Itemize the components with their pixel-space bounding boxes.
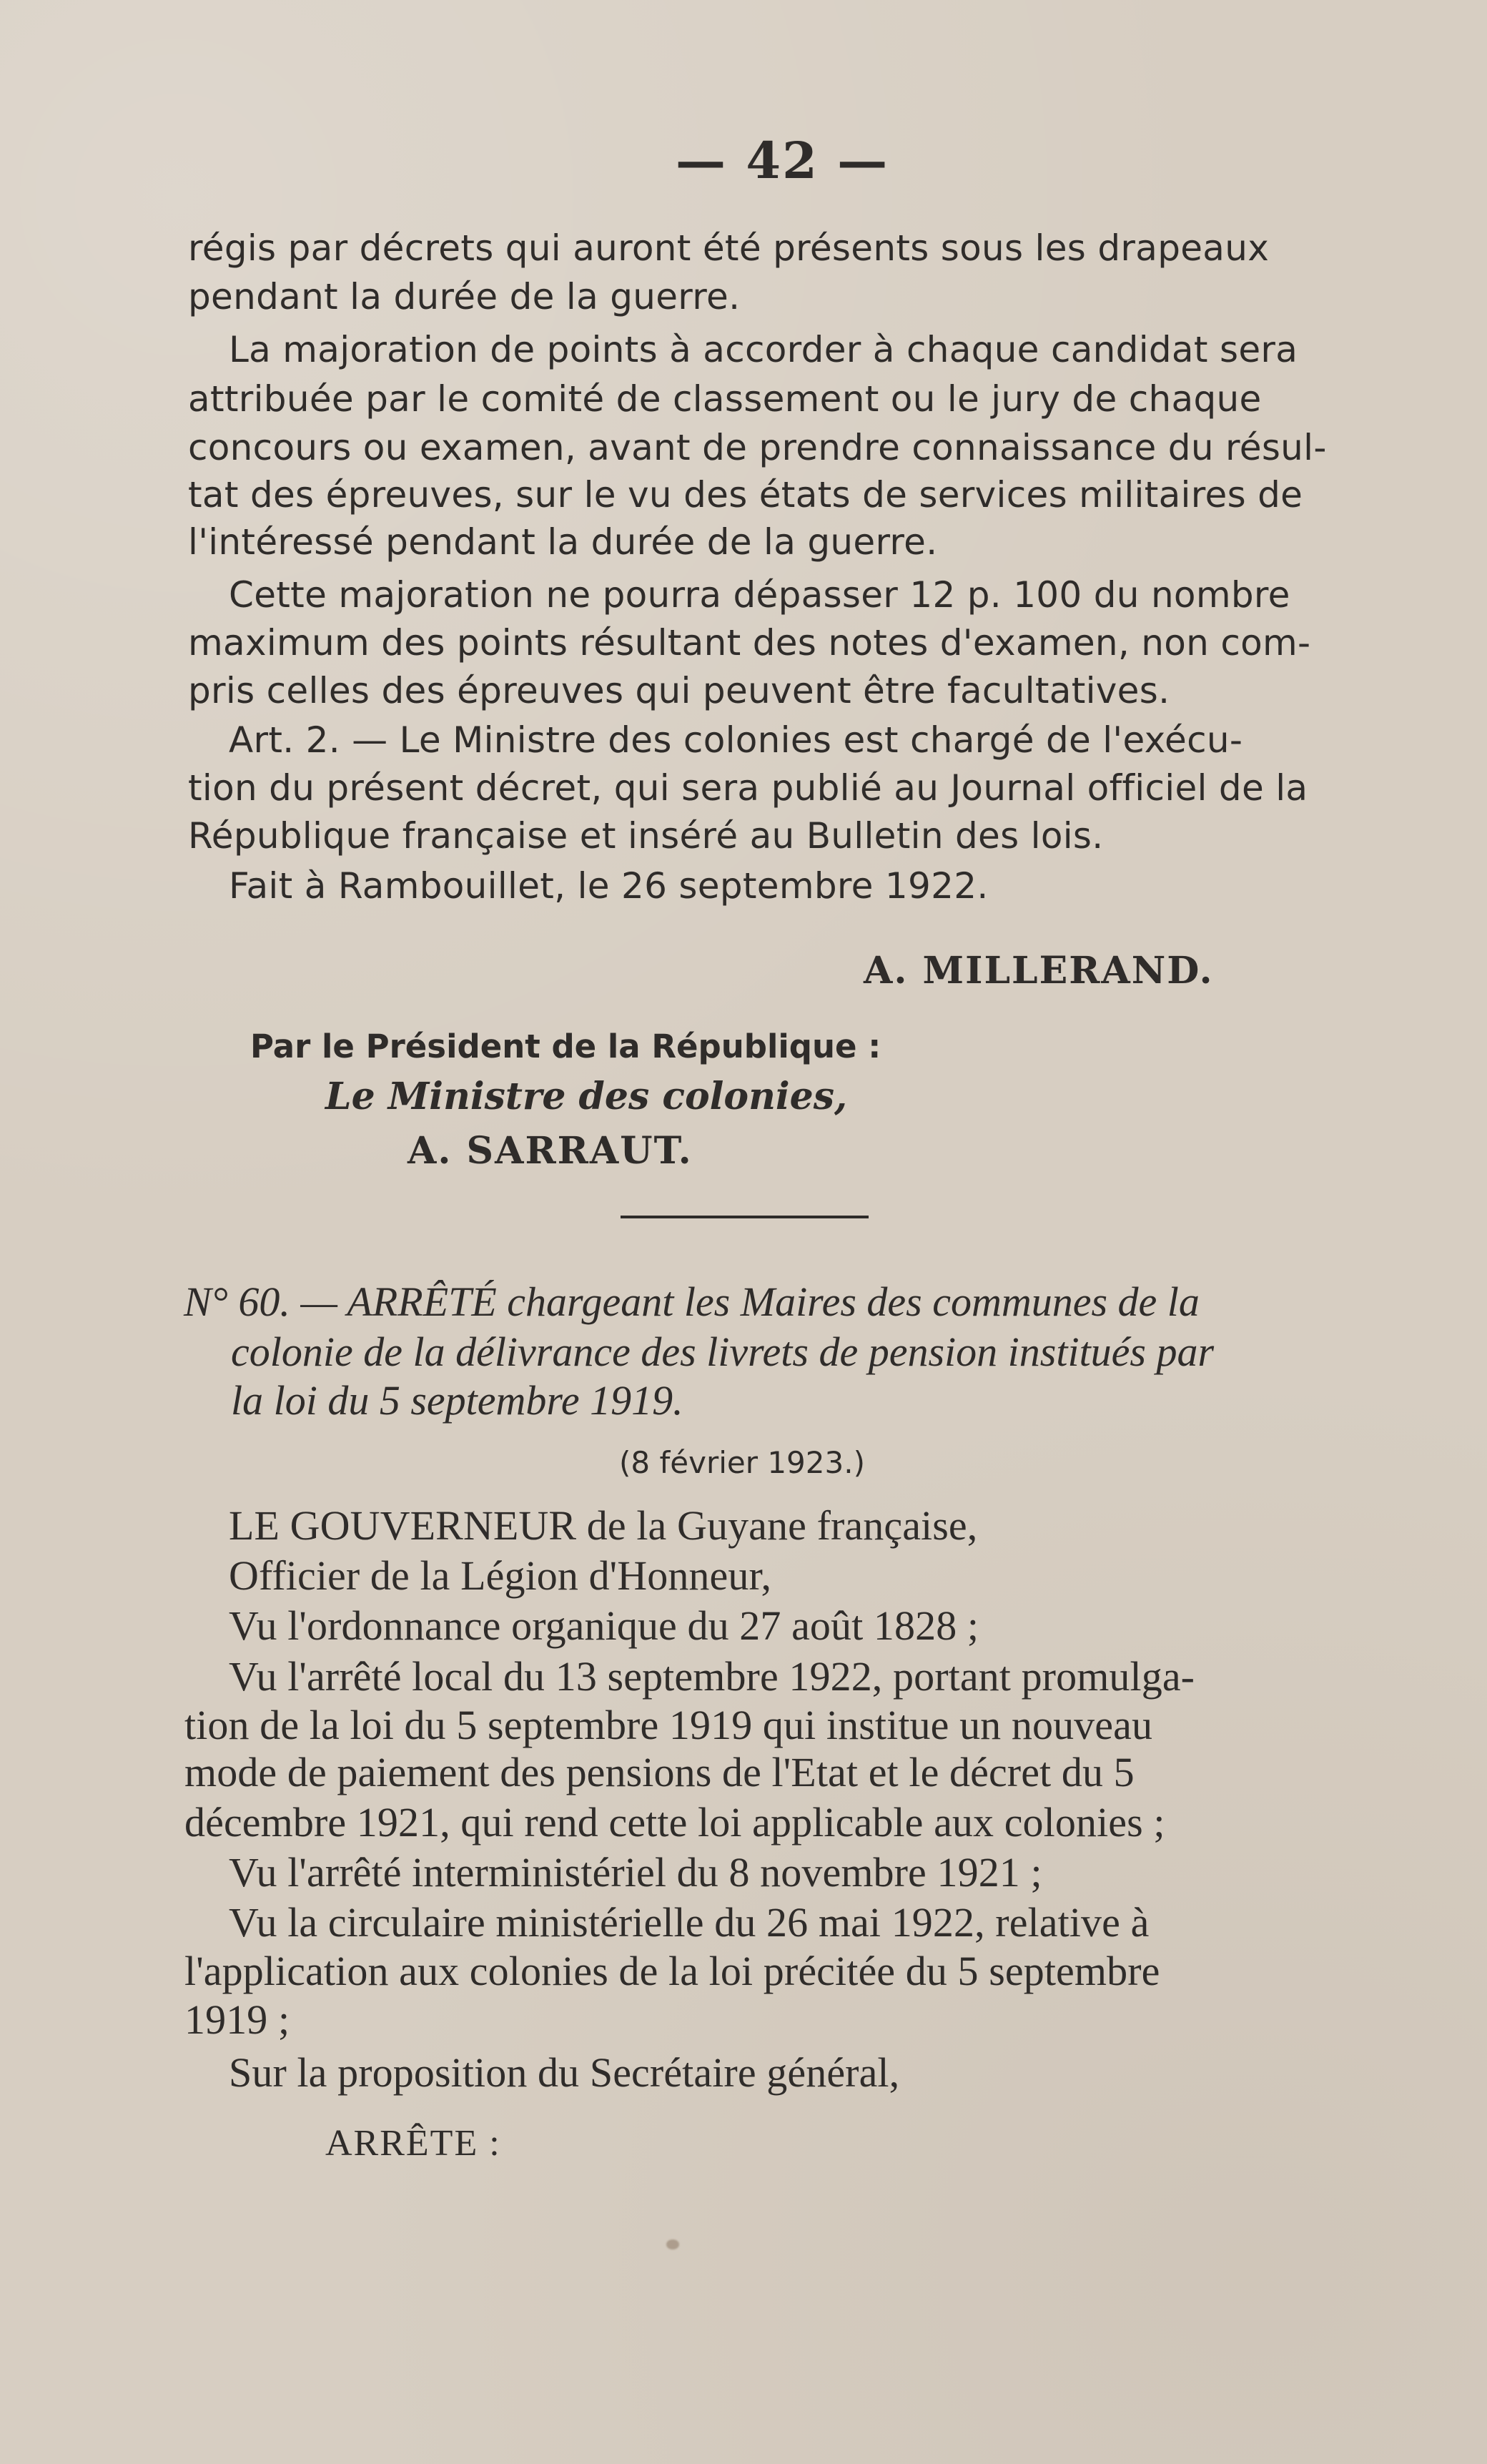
decree-body-line-7: décembre 1921, qui rend cette loi applicable aux colonies ;: [184, 1799, 1165, 1845]
president-signature: A. MILLERAND.: [864, 949, 1214, 992]
decree-title-line-2: colonie de la délivrance des livrets de pension institués par: [231, 1329, 1215, 1375]
top-text-line-6: tat des épreuves, sur le vu des états de services militaires de: [188, 474, 1303, 516]
decree-body-line-6: mode de paiement des pensions de l'Etat et le décret du 5: [184, 1749, 1135, 1795]
decree-body-line-1: LE GOUVERNEUR de la Guyane française,: [229, 1502, 978, 1549]
decree-body-line-4: Vu l'arrêté local du 13 septembre 1922, portant promulga-: [229, 1653, 1195, 1700]
section-divider: [621, 1216, 869, 1218]
page-number: — 42 —: [676, 131, 889, 190]
decree-body-line-12: Sur la proposition du Secrétaire général,: [229, 2049, 900, 2096]
top-text-line-2: pendant la durée de la guerre.: [188, 276, 741, 317]
top-text-line-11: Art. 2. — Le Ministre des colonies est chargé de l'exécu-: [229, 719, 1243, 761]
decree-body-line-10: l'application aux colonies de la loi précitée du 5 septembre: [184, 1948, 1160, 1994]
top-text-line-13: République française et inséré au Bulletin des lois.: [188, 815, 1104, 857]
top-text-line-7: l'intéressé pendant la durée de la guerre.: [188, 521, 938, 563]
decree-body-line-2: Officier de la Légion d'Honneur,: [229, 1552, 772, 1599]
paper-speck: [666, 2239, 679, 2249]
top-text-line-14: Fait à Rambouillet, le 26 septembre 1922.: [229, 865, 989, 907]
decree-body-line-3: Vu l'ordonnance organique du 27 août 1828 ;: [229, 1602, 979, 1649]
decree-body-line-11: 1919 ;: [184, 1996, 290, 2043]
minister-signature: A. SARRAUT.: [407, 1129, 693, 1173]
decree-body-line-9: Vu la circulaire ministérielle du 26 mai 1922, relative à: [229, 1899, 1150, 1946]
decree-body-line-8: Vu l'arrêté interministériel du 8 novembre 1921 ;: [229, 1849, 1042, 1896]
decree-body-line-5: tion de la loi du 5 septembre 1919 qui institue un nouveau: [184, 1702, 1153, 1748]
decree-date: (8 février 1923.): [619, 1445, 865, 1480]
decree-body-line-13: ARRÊTE :: [325, 2123, 501, 2164]
top-text-line-9: maximum des points résultant des notes d'examen, non com-: [188, 622, 1311, 664]
top-text-line-3: La majoration de points à accorder à chaque candidat sera: [229, 329, 1298, 370]
top-text-line-4: attribuée par le comité de classement ou le jury de chaque: [188, 378, 1262, 420]
top-text-line-10: pris celles des épreuves qui peuvent être facultatives.: [188, 670, 1170, 711]
decree-title-line-3: la loi du 5 septembre 1919.: [231, 1377, 683, 1424]
decree-title-line-1: N° 60. — ARRÊTÉ chargeant les Maires des communes de la: [184, 1278, 1200, 1325]
signature-preface: Par le Président de la République :: [250, 1028, 881, 1065]
top-text-line-1: régis par décrets qui auront été présents sous les drapeaux: [188, 227, 1270, 269]
top-text-line-5: concours ou examen, avant de prendre connaissance du résul-: [188, 427, 1327, 468]
top-text-line-8: Cette majoration ne pourra dépasser 12 p. 100 du nombre: [229, 574, 1290, 616]
minister-role: Le Ministre des colonies,: [325, 1075, 848, 1118]
top-text-line-12: tion du présent décret, qui sera publié au Journal officiel de la: [188, 767, 1308, 809]
